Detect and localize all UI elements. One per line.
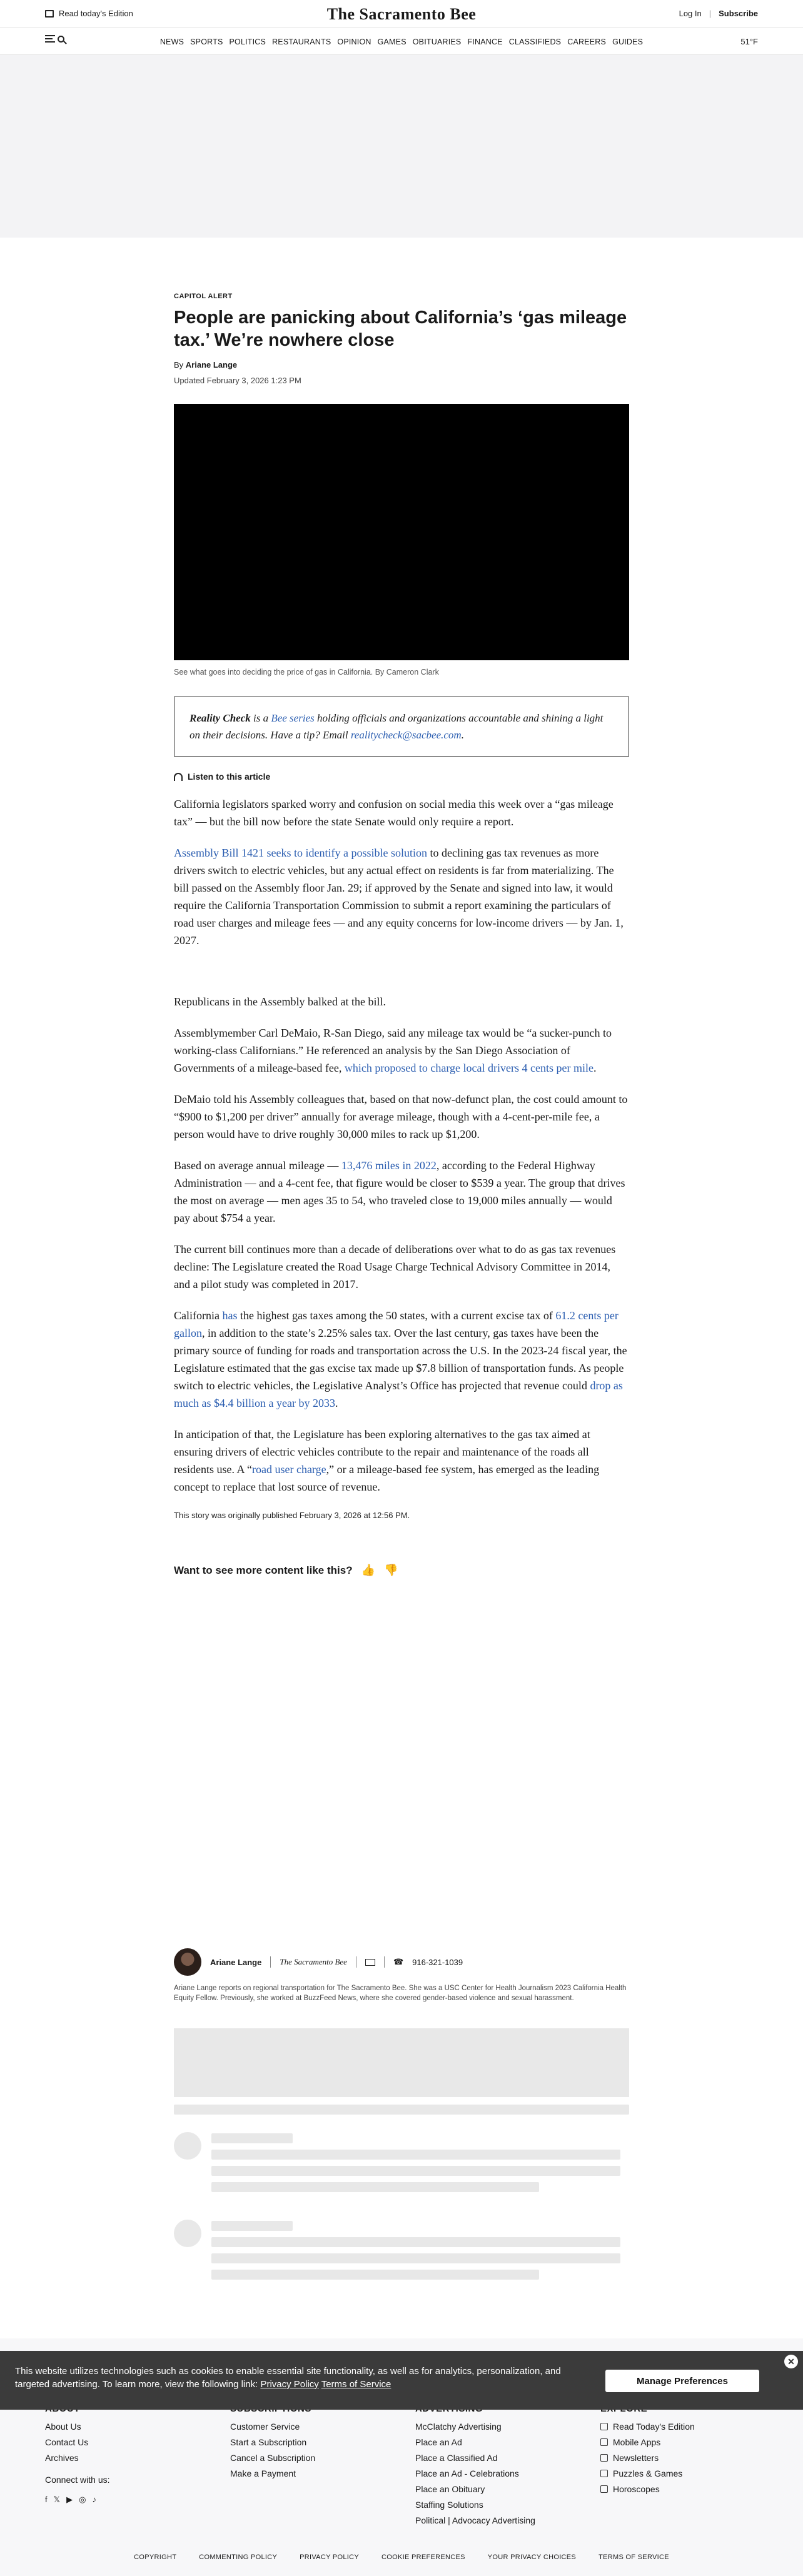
listen-button[interactable] (174, 772, 629, 782)
mileage-link[interactable]: 13,476 miles in 2022 (341, 1159, 437, 1172)
article (174, 293, 629, 1577)
video-caption: See what goes into deciding the price of gas in California. By Cameron Clark (174, 668, 439, 677)
ab1421-link[interactable]: Assembly Bill 1421 seeks to identify a possible solution (174, 847, 427, 859)
loading-placeholder (211, 2253, 620, 2263)
reality-text-2: holding officials and organizations accountable and shining a light on their decisions. Have a tip? Email (189, 712, 604, 741)
nav-opinion[interactable]: OPINION (337, 38, 371, 46)
privacy-policy-link[interactable]: PRIVACY POLICY (300, 2553, 360, 2561)
separator: | (709, 9, 712, 18)
article-body (174, 795, 629, 1496)
paragraph-text: Assemblymember Carl DeMaio, R-San Diego, said any mileage tax would be “a sucker-punch to working-class Californians.” He referenced an analysis by the San Diego Association of Governments of a mileage-based fee, (174, 1027, 612, 1074)
subscribe-link[interactable]: Subscribe (719, 9, 758, 18)
paragraph-text: the highest gas taxes among the 50 states, with a current excise tax of (237, 1309, 556, 1322)
footer-columns (45, 2401, 785, 2528)
nav-bar (0, 28, 803, 55)
loading-placeholder (211, 2150, 620, 2160)
cookie-message: This website utilizes technologies such as cookies to enable essential site functionality, as well as for analytics, personalization, and targeted advertising. To learn more, view the following link: (15, 2366, 561, 2390)
listen-label: Listen to this article (188, 772, 271, 782)
facebook-icon[interactable]: f (45, 2495, 48, 2504)
nav-games[interactable]: GAMES (377, 38, 407, 46)
read-today-label: Read today's Edition (59, 9, 133, 18)
road-user-charge-link[interactable]: road user charge (251, 1463, 326, 1476)
paragraph-text: California (174, 1309, 223, 1322)
publication-name: The Sacramento Bee (280, 1957, 347, 1966)
paragraph (174, 1024, 629, 1077)
nav-careers[interactable]: CAREERS (567, 38, 607, 46)
account-links (679, 9, 758, 18)
nav-finance[interactable]: FINANCE (467, 38, 503, 46)
footer-link[interactable]: Start a Subscription (230, 2437, 307, 2447)
loading-placeholder (211, 2221, 293, 2231)
author-phone[interactable]: 916-321-1039 (412, 1957, 463, 1967)
footer-link[interactable] (600, 2419, 785, 2435)
footer-link[interactable]: Archives (45, 2453, 79, 2463)
paragraph (174, 1157, 629, 1227)
phone-icon: ☎ (393, 1957, 404, 1966)
headline: People are panicking about California’s ‘gas mileage tax.’ We’re nowhere close (174, 308, 627, 350)
thumbs-down-icon[interactable]: 👎 (384, 1564, 398, 1576)
footer-link-label: Newsletters (613, 2453, 659, 2463)
loading-placeholder (211, 2182, 539, 2192)
manage-preferences-button[interactable]: Manage Preferences (605, 2370, 759, 2392)
author-name[interactable]: Ariane Lange (210, 1957, 262, 1967)
terms-of-service-link[interactable]: Terms of Service (321, 2379, 391, 2390)
paragraph: Republicans in the Assembly balked at the bill. (174, 995, 386, 1008)
nav-guides[interactable]: GUIDES (612, 38, 644, 46)
paragraph-text: In anticipation of that, the Legislature has been exploring alternatives to the gas tax aimed at ensuring drivers of electric vehicles contribute to the repair and maintenance of the roads all residents use. A “ (174, 1428, 590, 1476)
divider (384, 1956, 385, 1968)
spacer (174, 949, 629, 979)
paragraph-text: . (335, 1397, 338, 1409)
connect-label: Connect with us: (45, 2475, 110, 2485)
updated-date: Updated February 3, 2026 1:23 PM (174, 376, 301, 385)
revenue-drop-link[interactable]: drop as much as $4.4 billion a year by 2033 (174, 1379, 623, 1409)
sandag-link[interactable]: which proposed to charge local drivers 4 cents per mile (344, 1062, 593, 1074)
loading-placeholder (211, 2237, 620, 2247)
avatar[interactable] (174, 1948, 201, 1976)
instagram-icon[interactable]: ◎ (79, 2495, 86, 2504)
footer-about (45, 2401, 230, 2528)
email-icon[interactable] (365, 1959, 375, 1966)
ad-placeholder (0, 55, 803, 238)
mobile-icon (600, 2438, 608, 2446)
email-link[interactable]: realitycheck@sacbee.com (350, 729, 462, 741)
paragraph-text: , according to the Federal Highway Administration — and a 4-cent fee, that figure would be closer to $539 a year. The group that drives the most on average — men ages 35 to 54, who traveled close to 19,000 miles annually — would pay about $754 a year. (174, 1159, 625, 1224)
cookie-text (15, 2365, 578, 2391)
feedback-prompt (174, 1564, 629, 1577)
horoscope-icon (600, 2485, 608, 2493)
footer-link[interactable]: McClatchy Advertising (415, 2422, 502, 2432)
close-icon[interactable]: ✕ (784, 2355, 798, 2368)
copyright-link[interactable]: COPYRIGHT (134, 2553, 177, 2561)
byline (174, 360, 629, 370)
footer-link[interactable]: Customer Service (230, 2422, 300, 2432)
terms-link[interactable]: TERMS OF SERVICE (598, 2553, 669, 2561)
youtube-icon[interactable]: ▶ (66, 2495, 73, 2504)
paragraph: DeMaio told his Assembly colleagues that, based on that now-defunct plan, the cost could amount to “$900 to $1,200 per driver” annually for average mileage, though with a 4-cent-per-mile fee, a person would have to drive roughly 30,000 miles to rack up $1,200. (174, 1093, 628, 1140)
divider (270, 1956, 271, 1968)
paragraph-text: to declining gas tax revenues as more drivers switch to electric vehicles, but any actual effect on residents is far from materializing. The bill passed on the Assembly floor Jan. 29; if approved by the Senate and signed into law, it would require the California Transportation Commission to submit a report examining the particulars of road user charges and mileage fees — and any equity concerns for low-income drivers — by Jan. 1, 2027. (174, 847, 624, 947)
masthead-logo[interactable]: The Sacramento Bee (326, 5, 477, 23)
footer-link[interactable]: Political | Advocacy Advertising (415, 2515, 535, 2525)
privacy-policy-link[interactable]: Privacy Policy (260, 2379, 319, 2390)
paragraph-text: Based on average annual mileage — (174, 1159, 341, 1172)
footer-link[interactable] (600, 2482, 785, 2497)
author-link[interactable]: Ariane Lange (185, 360, 238, 370)
paragraph-text: . (593, 1062, 597, 1074)
footer-link[interactable] (600, 2466, 785, 2482)
loading-placeholder (211, 2133, 293, 2143)
loading-placeholder (174, 2220, 201, 2247)
commenting-policy-link[interactable]: COMMENTING POLICY (199, 2553, 278, 2561)
footer-link[interactable]: Staffing Solutions (415, 2500, 483, 2510)
weather-temp[interactable]: 51°F (740, 37, 758, 46)
footer-link[interactable]: Place an Ad (415, 2437, 462, 2447)
byline-prefix: By (174, 360, 186, 370)
paragraph: The current bill continues more than a decade of deliberations over what to do as gas tax revenues decline: The Legislature created the Road Usage Charge Technical Advisory Committee in 2014, and a pilot study was completed in 2017. (174, 1243, 616, 1291)
footer-link-label: Horoscopes (613, 2484, 660, 2494)
footer-link[interactable]: Place a Classified Ad (415, 2453, 498, 2463)
loading-placeholder (174, 2028, 629, 2097)
login-link[interactable]: Log In (679, 9, 702, 18)
thumbs-up-icon[interactable]: 👍 (361, 1564, 376, 1576)
footer-link[interactable]: Place an Obituary (415, 2484, 485, 2494)
section-nav (0, 38, 803, 46)
top-bar (0, 0, 803, 28)
puzzle-icon (600, 2470, 608, 2477)
social-links (45, 2492, 230, 2507)
author-box (174, 1948, 629, 2003)
footer-link[interactable]: Cancel a Subscription (230, 2453, 316, 2463)
paragraph-text: ,” or a mileage-based fee system, has emerged as the leading concept to replace that lost source of revenue. (174, 1463, 600, 1493)
loading-placeholder (211, 2166, 620, 2176)
headphones-icon (174, 773, 183, 781)
reality-text-3: . (461, 729, 464, 741)
nav-news[interactable]: NEWS (159, 38, 184, 46)
footer-link[interactable]: About Us (45, 2422, 81, 2432)
loading-placeholder (174, 2105, 629, 2115)
nav-sports[interactable]: SPORTS (190, 38, 223, 46)
reality-check-title: Reality Check (189, 712, 251, 724)
footer-explore (600, 2401, 785, 2528)
tiktok-icon[interactable]: ♪ (92, 2495, 96, 2504)
has-link[interactable]: has (222, 1309, 238, 1322)
paragraph (174, 844, 629, 949)
paragraph: California legislators sparked worry and confusion on social media this week over a “gas mileage tax” — but the bill now before the state Senate would only require a report. (174, 798, 614, 828)
footer-subscriptions (230, 2401, 415, 2528)
author-bio: Ariane Lange reports on regional transportation for The Sacramento Bee. She was a USC Center for Health Journalism 2023 California Health Equity Fellow. Previously, she worked at BuzzFeed News, where she covered gender-based violence and sexual harassment. (174, 1985, 627, 2002)
footer-link[interactable]: Contact Us (45, 2437, 89, 2447)
newspaper-icon (600, 2423, 608, 2430)
footer-bottom-links (0, 2553, 803, 2561)
cookie-preferences-link[interactable]: COOKIE PREFERENCES (381, 2553, 465, 2561)
excise-tax-link[interactable]: 61.2 cents per gallon (174, 1309, 619, 1339)
nav-restaurants[interactable]: RESTAURANTS (272, 38, 331, 46)
privacy-choices-link[interactable]: YOUR PRIVACY CHOICES (487, 2553, 577, 2561)
footer-link[interactable] (600, 2450, 785, 2466)
footer-link[interactable]: Make a Payment (230, 2468, 296, 2478)
footer-link[interactable] (600, 2435, 785, 2450)
footer-advertising (415, 2401, 600, 2528)
x-icon[interactable]: 𝕏 (53, 2495, 61, 2504)
loading-placeholder (174, 2132, 201, 2160)
nav-obituaries[interactable]: OBITUARIES (412, 38, 462, 46)
paragraph (174, 1307, 629, 1412)
bee-series-link[interactable]: Bee series (271, 712, 315, 724)
footer-link-label: Mobile Apps (613, 2437, 661, 2447)
paragraph-text: , in addition to the state’s 2.25% sales tax. Over the last century, gas taxes have been the primary source of funding for roads and transportation across the U.S. In the 2023-24 fiscal year, the Legislature estimated that the gas excise tax made up $7.8 billion of transportation funds. As people switch to electric vehicles, the Legislative Analyst’s Office has projected that revenue could (174, 1327, 627, 1392)
footer-link[interactable]: Place an Ad - Celebrations (415, 2468, 519, 2478)
want-more-label: Want to see more content like this? (174, 1564, 353, 1576)
loading-placeholder (211, 2270, 539, 2280)
reality-check-box (174, 697, 629, 757)
author-row (174, 1948, 629, 1976)
reality-text-1: is a (250, 712, 271, 724)
cookie-banner (0, 2351, 803, 2410)
original-publish-note: This story was originally published February 3, 2026 at 12:56 PM. (174, 1511, 410, 1520)
nav-classifieds[interactable]: CLASSIFIEDS (508, 38, 562, 46)
video-player[interactable] (174, 404, 629, 660)
paragraph (174, 1426, 629, 1496)
footer-link-label: Read Today's Edition (613, 2422, 695, 2432)
kicker[interactable]: CAPITOL ALERT (174, 293, 233, 300)
newsletter-icon (600, 2454, 608, 2462)
nav-politics[interactable]: POLITICS (229, 38, 266, 46)
footer-link-label: Puzzles & Games (613, 2468, 683, 2478)
